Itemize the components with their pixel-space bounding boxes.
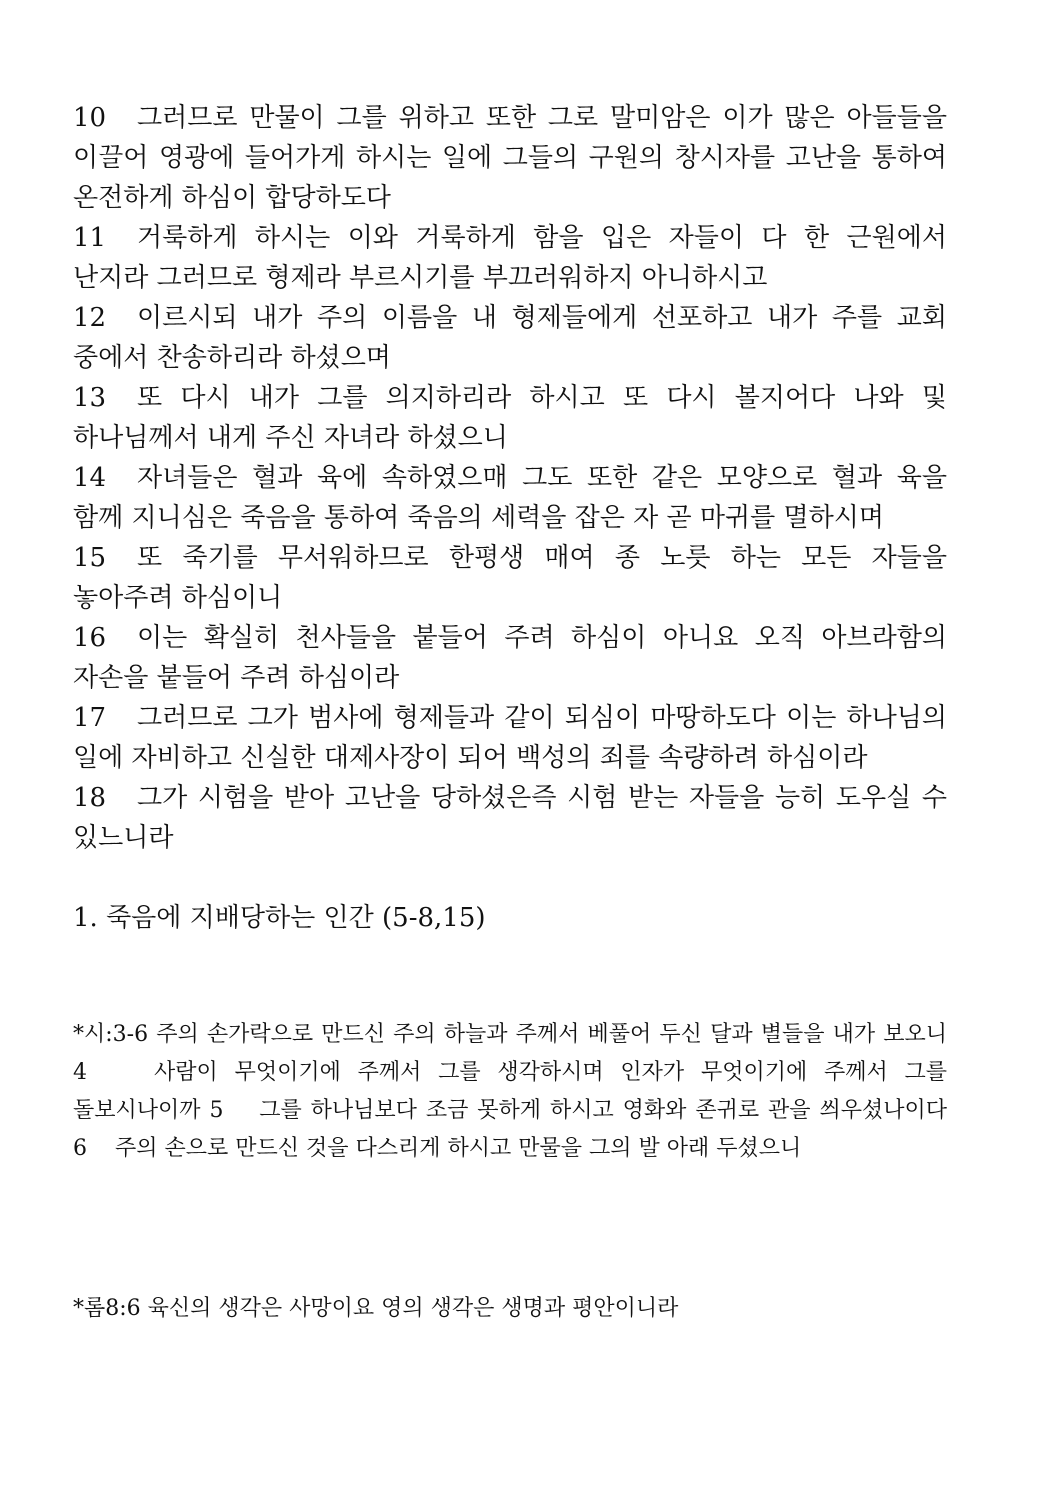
verse-number: 18: [73, 783, 107, 813]
verse-number: 10: [73, 103, 107, 133]
verse-text: 이르시되 내가 주의 이름을 내 형제들에게 선포하고 내가 주를 교회 중에서 찬송하리라 하셨으며: [73, 303, 947, 373]
verse-17: [73, 698, 947, 778]
verse-15: [73, 538, 947, 618]
verse-18: [73, 778, 947, 858]
verse-text: 거룩하게 하시는 이와 거룩하게 함을 입은 자들이 다 한 근원에서 난지라 그러므로 형제라 부르시기를 부끄러워하지 아니하시고: [73, 223, 947, 293]
verse-11: [73, 218, 947, 298]
verse-text: 또 죽기를 무서워하므로 한평생 매여 종 노릇 하는 모든 자들을 놓아주려 하심이니: [73, 543, 947, 613]
verse-text: 이는 확실히 천사들을 붙들어 주려 하심이 아니요 오직 아브라함의 자손을 붙들어 주려 하심이라: [73, 623, 947, 693]
verse-13: [73, 378, 947, 458]
verse-number: 15: [73, 543, 107, 573]
verse-number: 17: [73, 703, 107, 733]
reference-romans: *롬8:6 육신의 생각은 사망이요 영의 생각은 생명과 평안이니라: [73, 1296, 679, 1321]
verse-text: 자녀들은 혈과 육에 속하였으매 그도 또한 같은 모양으로 혈과 육을 함께 지니심은 죽음을 통하여 죽음의 세력을 잡은 자 곧 마귀를 멸하시며: [73, 463, 947, 533]
verse-16: [73, 618, 947, 698]
verse-text: 그가 시험을 받아 고난을 당하셨은즉 시험 받는 자들을 능히 도우실 수 있느니라: [73, 783, 947, 853]
reference-psalm: *시:3-6 주의 손가락으로 만드신 주의 하늘과 주께서 베풀어 두신 달과 별들을 내가 보오니 4 사람이 무엇이기에 주께서 그를 생각하시며 인자가 무엇이기에 주께서 그를 돌보시나이까 5 그를 하나님보다 조금 못하게 하시고 영화와 존귀로 관을 씌우셨나이다 6 주의 손으로 만드신 것을 다스리게 하시고 만물을 그의 발 아래 두셨으니: [73, 1022, 947, 1161]
verse-list: [73, 98, 947, 858]
section-heading: 1. 죽음에 지배당하는 인간 (5-8,15): [73, 903, 486, 933]
document-page: [73, 98, 947, 1328]
verse-10: [73, 98, 947, 218]
verse-text: 또 다시 내가 그를 의지하리라 하시고 또 다시 볼지어다 나와 및 하나님께서 내게 주신 자녀라 하셨으니: [73, 383, 947, 453]
verse-number: 13: [73, 383, 107, 413]
verse-12: [73, 298, 947, 378]
verse-14: [73, 458, 947, 538]
verse-number: 11: [73, 223, 107, 253]
verse-number: 14: [73, 463, 107, 493]
verse-text: 그러므로 만물이 그를 위하고 또한 그로 말미암은 이가 많은 아들들을 이끌어 영광에 들어가게 하시는 일에 그들의 구원의 창시자를 고난을 통하여 온전하게 하심이 합당하도다: [73, 103, 947, 213]
verse-number: 16: [73, 623, 107, 653]
verse-text: 그러므로 그가 범사에 형제들과 같이 되심이 마땅하도다 이는 하나님의 일에 자비하고 신실한 대제사장이 되어 백성의 죄를 속량하려 하심이라: [73, 703, 947, 773]
verse-number: 12: [73, 303, 107, 333]
